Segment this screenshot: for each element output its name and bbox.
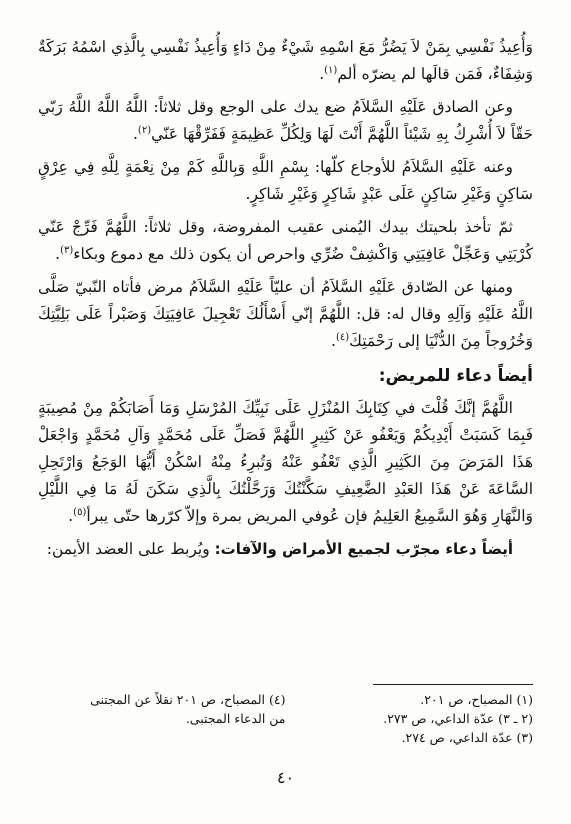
paragraph-7-text: ويُربط على العضد الأيمن: bbox=[46, 540, 215, 558]
paragraph-5-text: ومنها عن الصّادق عَلَيْهِ السَّلاَمُ أن عليّاً عَلَيْهِ السَّلاَمُ مرض فأتاه النّبيّ صَلَّى اللَّهُ عَلَيْهِ وَآلِهِ وقال له: قل: اللَّهُمَّ إنّي أَسْأَلُكَ تَعْجِيلَ عَافِيَتِكَ وَصَبْراً عَلَى بَلِيَّتِكَ وَخُرُوجاً مِنَ الدُّنْيَا إلى رَحْمَتِكَ bbox=[38, 278, 533, 350]
paragraph-3 bbox=[38, 154, 533, 208]
paragraph-1: وَأُعِيذُ نَفْسِي بِمَنْ لاَ يَضُرُّ مَعَ اسْمِهِ شَيْءٌ مِنْ دَاءٍ وَأُعِيذُ نَفْسِي بِالَّذِي اسْمُهُ بَرَكَةٌ وَشِفَاءٌ، فَمَن قالَها لم يضرّه ألم$^{(١)}$. bbox=[38, 38, 533, 83]
footnote-ref-2: (٢) bbox=[137, 124, 152, 136]
footnote-ref-5: (٥) bbox=[73, 506, 87, 518]
footnote-3: (٣) عدّة الداعي، ص ٢٧٤. bbox=[401, 730, 533, 745]
page-body bbox=[38, 34, 533, 569]
footnotes-right-column bbox=[286, 690, 534, 747]
footnotes bbox=[38, 690, 533, 747]
footnote-ref-3: (٣) bbox=[60, 244, 74, 256]
paragraph-1-text: وَأُعِيذُ نَفْسِي بِمَنْ لاَ يَضُرُّ مَعَ اسْمِهِ شَيْءٌ مِنْ دَاءٍ وَأُعِيذُ نَفْسِي بِالَّذِي اسْمُهُ بَرَكَةٌ وَشِفَاءٌ، فَمَن قالَها لم يضرّه ألم bbox=[38, 38, 533, 83]
paragraph-4-text: ثمّ تأخذ بلحيتك بيدك اليُمنى عقيب المفروضة، وقل ثلاثاً: اللَّهُمَّ فَرِّجْ عَنّي كُرْبَتِي وَعَجِّلْ عَافِيَتِي وَاكْشِفْ ضُرِّي واحرص أن يكون ذلك مع دموع وبكاء bbox=[38, 218, 533, 263]
paragraph-3-text: وعنه عَلَيْهِ السَّلاَمُ للأوجاع كلّها: بِسْمِ اللَّهِ وَبِاللَّهِ كَمْ مِنْ نِعْمَةٍ لِلَّهِ فِي عِرْقٍ سَاكِنٍ وَغَيْرِ سَاكِنٍ عَلَى عَبْدٍ شَاكِرٍ وَغَيْرِ شَاكِرٍ. bbox=[38, 158, 533, 203]
footnote-4: (٤) المصباح، ص ٢٠١ نقلاً عن المجتنى bbox=[90, 692, 286, 707]
footnotes-left-column bbox=[38, 690, 286, 747]
paragraph-2-text: وعن الصادق عَلَيْهِ السَّلاَمُ ضع يدك على الوجع وقل ثلاثاً: اللَّهُ اللَّهُ اللَّهُ رَبّي حَقّاً لاَ أُشْرِكُ بِهِ شَيْئاً اللَّهُمَّ أَنْتَ لَهَا وَلِكُلِّ عَظِيمَةٍ فَفَرِّقْهَا عَنّي bbox=[38, 98, 533, 143]
paragraph-7 bbox=[38, 536, 533, 563]
paragraph-2: وعن الصادق عَلَيْهِ السَّلاَمُ ضع يدك على الوجع وقل ثلاثاً: اللَّهُ اللَّهُ اللَّهُ رَبّي حَقّاً لاَ أُشْرِكُ بِهِ شَيْئاً اللَّهُمَّ أَنْتَ لَهَا وَلِكُلِّ عَظِيمَةٍ فَفَرِّقْهَا عَنّي$^{(٢)}$. bbox=[38, 98, 533, 143]
section-heading-all-ailments: أيضاً دعاء مجرّب لجميع الأمراض والآفات: bbox=[214, 540, 513, 558]
footnote-1: (١) المصباح، ص ٢٠١. bbox=[420, 692, 533, 707]
section-heading-patient-prayer: أيضاً دعاء للمريض: bbox=[378, 366, 533, 386]
footnote-ref-1: (١) bbox=[324, 64, 338, 76]
footnote-separator bbox=[373, 684, 533, 685]
page-number: ٤٠ bbox=[276, 768, 295, 787]
paragraph-4: ثمّ تأخذ بلحيتك بيدك اليُمنى عقيب المفروضة، وقل ثلاثاً: اللَّهُمَّ فَرِّجْ عَنّي كُرْبَتِي وَعَجِّلْ عَافِيَتِي وَاكْشِفْ ضُرِّي واحرص أن يكون ذلك مع دموع وبكاء$^{(٣)}$. bbox=[38, 218, 533, 263]
paragraph-5: ومنها عن الصّادق عَلَيْهِ السَّلاَمُ أن عليّاً عَلَيْهِ السَّلاَمُ مرض فأتاه النّبيّ صَلَّى اللَّهُ عَلَيْهِ وَآلِهِ وقال له: قل: اللَّهُمَّ إنّي أَسْأَلُكَ تَعْجِيلَ عَافِيَتِكَ وَصَبْراً عَلَى بَلِيَّتِكَ وَخُرُوجاً مِنَ الدُّنْيَا إلى رَحْمَتِكَ$^{(٤)}$. bbox=[38, 278, 533, 350]
footnote-2-3: (٢ ـ ٣) عدّة الداعي، ص ٢٧٣. bbox=[383, 711, 533, 726]
footnote-4-continued: من الدعاء المجتبى. bbox=[185, 711, 286, 726]
paragraph-6-text: اللَّهُمَّ إنَّكَ قُلْتَ في كِتَابِكَ المُنْزَلِ عَلَى نَبِيِّكَ المُرْسَلِ وَمَا أَصَابَكُمْ مِنْ مُصِيبَةٍ فَبِمَا كَسَبَتْ أَيْدِيكُمْ وَيَعْفُو عَنْ كَثِيرٍ اللَّهُمَّ فَصَلِّ عَلَى مُحَمَّدٍ وَآلِ مُحَمَّدٍ وَاجْعَلْ هَذَا المَرَضَ مِنَ الكَثِيرِ الَّذِي تَعْفُو عَنْهُ وَتُبرِءُ مِنْهُ اسْكُنْ أَيُّهَا الوَجَعُ وَارْتَحِلِ السَّاعَةَ عَنْ هَذَا العَبْدِ الضَّعِيفِ سَكَّنْتُكَ وَرَحَّلْتُكَ بِالَّذِي سَكَنَ لَهُ مَا فِي اللَّيْلِ وَالنَّهَارِ وَهُوَ السَّمِيعُ العَلِيمُ فإن عُوفي المريض بمرة وإلاّ كرّرها حتّى يبرأ bbox=[38, 399, 533, 525]
paragraph-6: اللَّهُمَّ إنَّكَ قُلْتَ في كِتَابِكَ المُنْزَلِ عَلَى نَبِيِّكَ المُرْسَلِ وَمَا أَصَابَكُمْ مِنْ مُصِيبَةٍ فَبِمَا كَسَبَتْ أَيْدِيكُمْ وَيَعْفُو عَنْ كَثِيرٍ اللَّهُمَّ فَصَلِّ عَلَى مُحَمَّدٍ وَآلِ مُحَمَّدٍ وَاجْعَلْ هَذَا المَرَضَ مِنَ الكَثِيرِ الَّذِي تَعْفُو عَنْهُ وَتُبرِءُ مِنْهُ اسْكُنْ أَيُّهَا الوَجَعُ وَارْتَحِلِ السَّاعَةَ عَنْ هَذَا العَبْدِ الضَّعِيفِ سَكَّنْتُكَ وَرَحَّلْتُكَ بِالَّذِي سَكَنَ لَهُ مَا فِي اللَّيْلِ وَالنَّهَارِ وَهُوَ السَّمِيعُ العَلِيمُ فإن عُوفي المريض بمرة وإلاّ كرّرها حتّى يبرأ$^{(٥)}$. bbox=[38, 399, 533, 525]
footnote-ref-4: (٤) bbox=[335, 331, 350, 343]
